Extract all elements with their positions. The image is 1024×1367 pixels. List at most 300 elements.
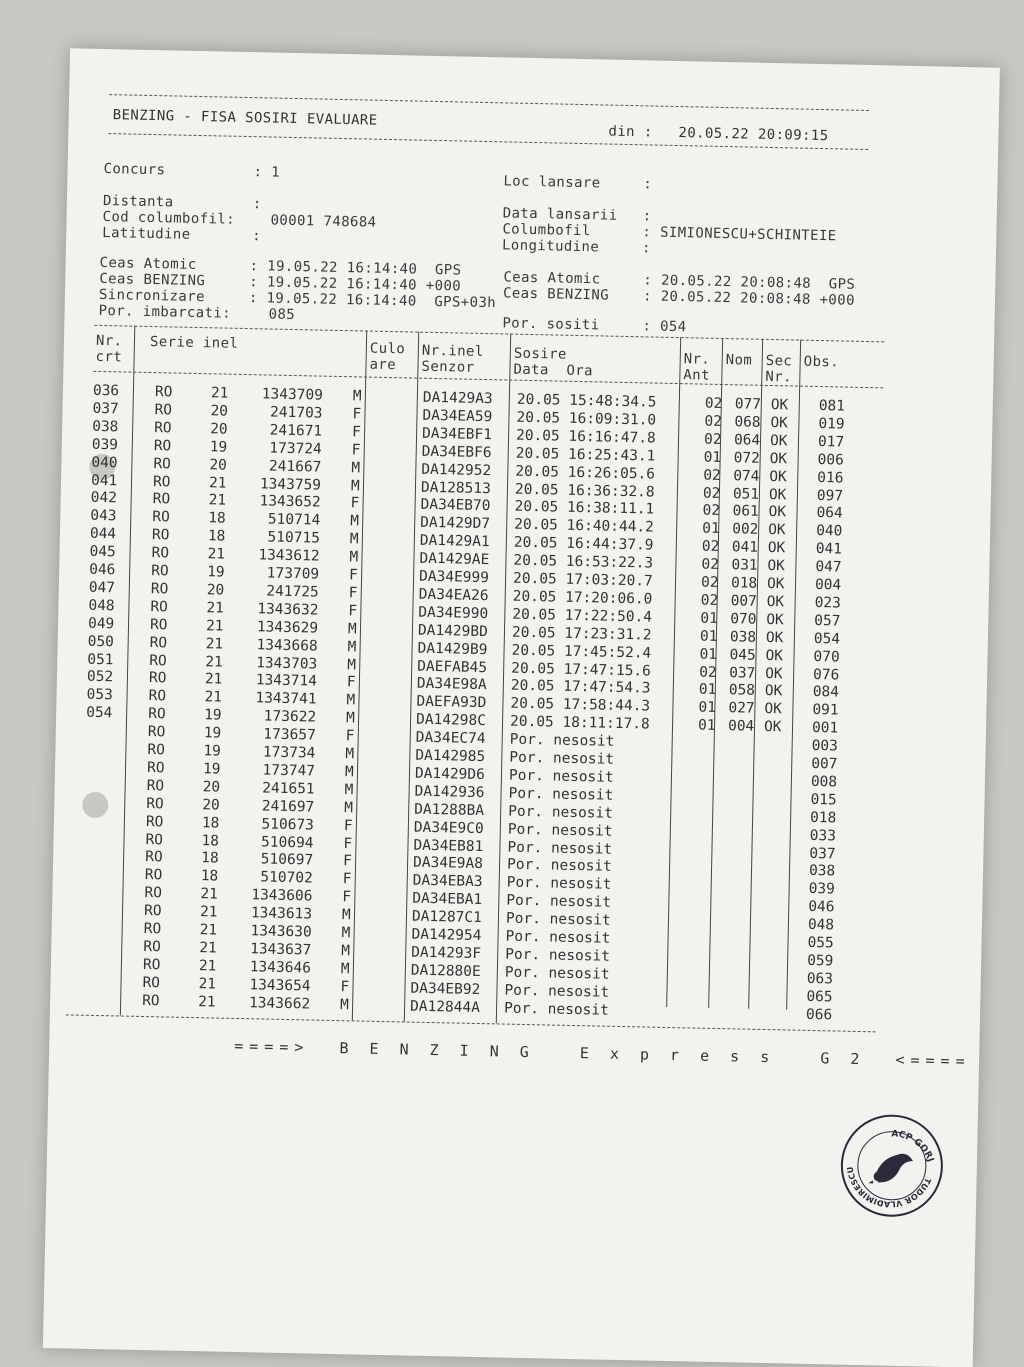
- ring-number: 1343662: [248, 994, 311, 1013]
- info-label: Distanta: [102, 192, 174, 211]
- info-label: Data lansarii: [502, 205, 618, 224]
- nominal-number: 058: [728, 682, 756, 700]
- security-check: OK: [770, 414, 789, 432]
- sensor-id: DAEFAB45: [417, 658, 488, 676]
- security-check: OK: [767, 522, 786, 539]
- arrival-time: 20.05 17:47:54.3: [510, 678, 651, 697]
- sensor-id: DA128513: [420, 479, 491, 497]
- col-nom: Nom: [725, 352, 753, 369]
- row-number: 046: [89, 561, 116, 579]
- observation: 015: [810, 791, 837, 809]
- observation: 054: [813, 630, 841, 648]
- ring-year: 21: [199, 940, 217, 957]
- pigeon-sex: M: [340, 960, 350, 978]
- pigeon-sex: M: [344, 781, 354, 799]
- ring-year: 21: [197, 993, 216, 1011]
- country-code: RO: [142, 992, 160, 1009]
- sensor-id: DA34EA59: [422, 407, 493, 426]
- ring-number: 1343668: [256, 636, 318, 655]
- nominal-number: 045: [729, 646, 756, 664]
- country-code: RO: [146, 777, 165, 795]
- col-crt: crt: [95, 348, 123, 366]
- pigeon-sex: F: [351, 441, 361, 459]
- ring-number: 173747: [262, 762, 316, 780]
- ring-year: 20: [210, 403, 229, 420]
- nominal-number: 077: [734, 396, 762, 413]
- country-code: RO: [143, 920, 162, 938]
- pigeon-sex: F: [342, 853, 353, 870]
- ring-year: 19: [203, 725, 222, 742]
- ring-year: 20: [202, 796, 220, 814]
- ring-number: 1343613: [250, 905, 313, 923]
- nominal-number: 007: [730, 593, 758, 610]
- nominal-number: 072: [733, 449, 761, 467]
- nominal-number: 061: [732, 503, 759, 521]
- pigeon-sex: M: [346, 692, 356, 709]
- ring-number: 1343654: [249, 976, 311, 995]
- sensor-id: DA142952: [421, 461, 492, 479]
- country-code: RO: [147, 724, 166, 741]
- row-number: 040: [91, 454, 118, 471]
- country-code: RO: [153, 437, 172, 455]
- observation: 041: [815, 541, 843, 558]
- header-border-top: [109, 94, 869, 111]
- info-label: Concurs: [103, 160, 166, 179]
- pigeon-sex: M: [352, 388, 362, 405]
- sensor-id: DA34E9C0: [413, 819, 484, 837]
- antenna-number: 02: [704, 395, 723, 412]
- ring-year: 20: [209, 456, 228, 474]
- ring-year: 19: [203, 743, 222, 760]
- antenna-number: 01: [699, 646, 718, 663]
- sensor-id: DA142954: [411, 926, 482, 945]
- clock-value: : 19.05.22 16:14:40 +000: [249, 274, 462, 295]
- security-check: OK: [769, 432, 788, 450]
- ring-number: 241651: [262, 780, 315, 798]
- ring-number: 1343703: [255, 654, 318, 673]
- country-code: RO: [143, 938, 161, 956]
- pigeon-sex: F: [348, 603, 358, 620]
- ring-year: 19: [209, 438, 228, 456]
- antenna-number: 02: [700, 574, 719, 591]
- arrival-time: Por. nesosit: [505, 928, 611, 947]
- info-label: Loc lansare: [503, 173, 601, 192]
- observation: 066: [805, 1006, 833, 1024]
- ring-number: 173734: [262, 744, 316, 762]
- arrival-time: 20.05 16:16:47.8: [515, 427, 656, 447]
- arrival-time: 20.05 17:03:20.7: [512, 570, 653, 590]
- ring-number: 173724: [269, 440, 322, 458]
- pigeon-sex: F: [342, 871, 352, 888]
- observation: 018: [809, 809, 837, 827]
- arrival-time: Por. nesosit: [505, 946, 611, 965]
- row-number: 042: [90, 490, 118, 507]
- sensor-id: DA1429B9: [417, 640, 488, 658]
- pigeon-sex: M: [351, 459, 361, 477]
- ring-number: 510673: [261, 816, 315, 834]
- clock-value: : 20.05.22 20:08:48 +000: [642, 288, 856, 309]
- security-check: OK: [769, 450, 788, 468]
- sensor-id: DA1429A1: [419, 532, 490, 551]
- clock-value: 085: [268, 306, 296, 324]
- arrival-time: 20.05 16:44:37.9: [513, 534, 654, 554]
- country-code: RO: [152, 491, 171, 508]
- sensor-id: DA1429A3: [422, 389, 493, 408]
- observation: 046: [808, 899, 835, 916]
- ring-year: 21: [199, 922, 218, 939]
- ring-year: 18: [200, 868, 219, 885]
- sensor-id: DA34EB70: [420, 497, 491, 515]
- arrival-time: Por. nesosit: [503, 1000, 610, 1019]
- row-number: 041: [90, 472, 118, 489]
- ring-number: 241703: [269, 404, 323, 422]
- ring-number: 173709: [266, 565, 320, 583]
- ring-year: 20: [206, 582, 225, 599]
- country-code: RO: [148, 706, 166, 723]
- observation: 040: [815, 523, 843, 540]
- info-value: :: [252, 228, 262, 245]
- row-number: 045: [89, 543, 116, 561]
- security-check: OK: [768, 486, 787, 503]
- country-code: RO: [143, 903, 162, 920]
- nominal-number: 004: [727, 718, 755, 735]
- sensor-id: DA34E999: [418, 568, 490, 587]
- info-value: 00001 748684: [270, 212, 377, 231]
- ring-number: 1343630: [250, 923, 312, 941]
- arrival-time: Por. nesosit: [506, 856, 613, 876]
- nominal-number: 070: [730, 611, 757, 628]
- sensor-id: DA34E990: [418, 604, 489, 622]
- security-check: OK: [765, 629, 784, 647]
- observation: 004: [814, 576, 842, 594]
- sensor-id: DA12880E: [410, 962, 481, 980]
- info-value: :: [641, 240, 652, 257]
- arrival-time: 20.05 17:47:15.6: [511, 660, 652, 680]
- arrival-time: Por. nesosit: [505, 910, 611, 929]
- observation: 023: [814, 594, 842, 612]
- security-check: OK: [770, 397, 789, 414]
- ring-number: 1343606: [251, 887, 313, 905]
- pigeon-sex: M: [349, 531, 359, 548]
- ring-year: 18: [200, 850, 219, 867]
- ring-number: 1343652: [259, 493, 321, 511]
- observation: 037: [809, 845, 836, 862]
- ring-number: 510715: [267, 529, 321, 547]
- observation: 055: [807, 934, 834, 952]
- nominal-number: 038: [729, 628, 757, 646]
- pigeon-sex: M: [341, 907, 351, 924]
- ring-year: 21: [198, 975, 217, 993]
- observation: 081: [818, 398, 846, 415]
- observation: 047: [815, 559, 842, 576]
- sensor-id: DA1288BA: [414, 801, 485, 819]
- pigeon-sex: M: [347, 656, 357, 673]
- row-number: 050: [87, 633, 115, 650]
- nominal-number: 031: [731, 557, 758, 574]
- ring-number: 241671: [269, 422, 323, 440]
- pigeon-sex: M: [349, 549, 359, 566]
- col-obs: Obs.: [803, 353, 840, 371]
- security-check: OK: [766, 611, 784, 629]
- col-data-ora: Data Ora: [513, 361, 594, 380]
- row-number: 047: [88, 579, 116, 597]
- clock-value: : 20.05.22 20:08:48 GPS: [643, 272, 856, 293]
- arrival-time: 20.05 17:20:06.0: [512, 588, 653, 608]
- antenna-number: 01: [702, 520, 720, 538]
- arrival-time: 20.05 15:48:34.5: [516, 391, 657, 411]
- observation: 039: [808, 881, 836, 898]
- ring-year: 21: [206, 600, 225, 617]
- ring-year: 21: [205, 617, 224, 635]
- ring-year: 18: [201, 832, 220, 850]
- nominal-number: 051: [732, 485, 760, 503]
- row-number: 036: [92, 382, 120, 400]
- antenna-number: 02: [700, 592, 719, 609]
- pigeon-sex: M: [345, 746, 355, 763]
- row-number: 037: [92, 400, 119, 418]
- pigeon-sex: F: [352, 406, 362, 423]
- sensor-id: DA14293F: [411, 944, 482, 962]
- ring-year: 21: [210, 385, 229, 402]
- pigeon-sex: F: [350, 495, 360, 512]
- country-code: RO: [154, 384, 173, 401]
- observation: 003: [811, 738, 839, 755]
- clock-label: Por. sositi: [502, 315, 600, 334]
- security-check: OK: [766, 593, 785, 611]
- col-nrinel: Nr.inel: [421, 342, 484, 360]
- country-code: RO: [152, 509, 170, 526]
- arrival-time: 20.05 16:53:22.3: [513, 552, 654, 572]
- nominal-number: 027: [728, 700, 755, 718]
- arrival-time: Por. nesosit: [509, 749, 615, 768]
- arrival-time: 20.05 17:45:52.4: [511, 642, 652, 662]
- security-check: OK: [768, 504, 787, 521]
- observation: 059: [806, 952, 834, 970]
- ring-year: 21: [208, 492, 227, 510]
- pigeon-icon: [869, 1153, 914, 1184]
- observation: 076: [812, 666, 840, 684]
- arrival-time: 20.05 17:58:44.3: [510, 695, 651, 715]
- row-number: 051: [87, 651, 114, 668]
- nominal-number: 064: [733, 432, 761, 449]
- sensor-id: DA142985: [415, 747, 486, 766]
- arrival-time: 20.05 17:23:31.2: [511, 624, 652, 644]
- arrival-time: Por. nesosit: [509, 731, 615, 750]
- ring-year: 18: [208, 510, 226, 527]
- arrival-time: Por. nesosit: [507, 821, 613, 840]
- sensor-id: DA1429AE: [419, 550, 490, 569]
- country-code: RO: [148, 670, 167, 687]
- col-culo: Culo: [369, 340, 406, 358]
- observation: 033: [809, 827, 837, 845]
- security-check: OK: [765, 647, 784, 664]
- report-date: 20.05.22 20:09:15: [678, 125, 829, 145]
- ring-year: 20: [202, 778, 221, 796]
- antenna-number: 01: [698, 681, 717, 699]
- arrival-time: 20.05 16:09:31.0: [516, 409, 657, 429]
- ring-year: 21: [198, 957, 217, 975]
- sensor-id: DA34EB81: [413, 837, 484, 855]
- country-code: RO: [151, 545, 170, 562]
- pigeon-sex: F: [343, 817, 353, 834]
- sensor-id: DA34EC74: [415, 729, 486, 748]
- clock-label: Por. imbarcati:: [98, 302, 232, 322]
- country-code: RO: [151, 563, 169, 580]
- antenna-number: 02: [703, 467, 721, 484]
- pigeon-sex: M: [341, 925, 351, 942]
- col-nr2: Nr.: [683, 351, 711, 368]
- clock-label: Ceas Atomic: [99, 254, 197, 273]
- observation: 091: [812, 702, 839, 719]
- row-number: 043: [90, 508, 117, 525]
- ring-year: 19: [203, 707, 222, 724]
- clock-value: : 054: [642, 318, 687, 336]
- arrival-time: Por. nesosit: [508, 785, 614, 804]
- ring-number: 241725: [266, 583, 319, 601]
- stamp-text-bottom: TUDOR VLADIMIRESCU: [845, 1166, 933, 1209]
- ring-number: 510702: [260, 869, 313, 887]
- observation: 097: [816, 487, 844, 505]
- arrival-time: Por. nesosit: [506, 892, 612, 911]
- ring-number: 1343714: [255, 672, 318, 690]
- col-nr: Nr.: [95, 332, 123, 350]
- arrival-time: 20.05 16:40:44.2: [514, 516, 655, 536]
- security-check: OK: [766, 575, 785, 593]
- clock-label: Ceas BENZING: [99, 270, 206, 290]
- ring-number: 1343637: [249, 941, 312, 959]
- row-number: 052: [86, 669, 114, 686]
- ring-number: 173657: [263, 726, 316, 744]
- sensor-id: DA1429D7: [420, 514, 491, 533]
- sensor-id: DA34EBA3: [412, 872, 483, 891]
- sensor-id: DA34EBA1: [412, 890, 483, 909]
- antenna-number: 01: [698, 699, 717, 717]
- col-senzor: Senzor: [421, 358, 475, 376]
- pigeon-sex: F: [348, 567, 359, 584]
- pigeon-sex: F: [348, 585, 358, 602]
- observation: 019: [818, 415, 845, 433]
- arrival-time: 20.05 16:26:05.6: [515, 463, 656, 483]
- security-check: OK: [764, 683, 783, 700]
- ring-year: 21: [204, 689, 223, 706]
- ring-year: 21: [208, 474, 227, 492]
- antenna-number: 01: [697, 717, 716, 735]
- pigeon-sex: M: [350, 477, 360, 494]
- col-ant: Ant: [683, 367, 711, 384]
- sensor-id: DA12844A: [409, 998, 481, 1016]
- col-sec: Sec: [765, 352, 793, 370]
- clock-label: Sincronizare: [98, 286, 206, 306]
- security-check: OK: [763, 719, 782, 736]
- pigeon-sex: M: [347, 638, 357, 655]
- stamp-text-top: ACP GORJ: [891, 1129, 936, 1164]
- country-code: RO: [145, 831, 164, 848]
- ring-year: 21: [207, 546, 226, 563]
- sensor-id: DAEFA93D: [416, 693, 487, 712]
- nominal-number: 074: [733, 467, 760, 485]
- info-value: :: [252, 196, 262, 213]
- ring-year: 21: [205, 635, 224, 653]
- nominal-number: 037: [729, 664, 756, 682]
- sensor-id: DA1429BD: [417, 622, 488, 640]
- ring-number: 1343632: [257, 601, 319, 619]
- ring-year: 21: [204, 671, 223, 688]
- ring-number: 1343612: [258, 547, 320, 565]
- security-check: OK: [769, 468, 787, 485]
- sensor-id: DA1429D6: [414, 765, 485, 783]
- country-code: RO: [145, 849, 163, 866]
- sensor-id: DA14298C: [415, 711, 487, 730]
- ring-number: 173622: [263, 708, 317, 726]
- ring-number: 241667: [268, 458, 322, 476]
- ring-number: 1343741: [255, 690, 317, 708]
- observation: 038: [808, 863, 836, 880]
- ring-year: 19: [202, 761, 221, 778]
- clock-value: : 19.05.22 16:14:40 GPS: [249, 258, 462, 279]
- col-are: are: [369, 356, 397, 374]
- antenna-number: 02: [702, 503, 721, 520]
- info-value: : 1: [253, 164, 281, 181]
- country-code: RO: [148, 688, 167, 705]
- country-code: RO: [144, 885, 163, 902]
- club-stamp: [836, 1110, 948, 1222]
- info-value: :: [642, 208, 652, 225]
- ring-number: 510714: [267, 511, 321, 529]
- row-number: 049: [87, 615, 115, 632]
- country-code: RO: [152, 473, 171, 490]
- footer-brand: ====> B E N Z I N G E x p r e s s G 2 <====: [234, 1036, 971, 1071]
- observation: 007: [811, 755, 838, 773]
- arrival-time: Por. nesosit: [508, 803, 614, 822]
- pigeon-sex: M: [350, 513, 360, 530]
- arrival-time: 20.05 16:38:11.1: [514, 499, 655, 518]
- col-serie: Serie inel: [149, 334, 239, 352]
- info-label: Longitudine: [501, 237, 600, 256]
- observation: 008: [810, 773, 838, 791]
- country-code: RO: [150, 580, 169, 598]
- date-label: din :: [608, 123, 653, 141]
- report-title: BENZING - FISA SOSIRI EVALUARE: [112, 107, 378, 129]
- country-code: RO: [151, 527, 170, 544]
- ring-year: 20: [209, 421, 228, 438]
- info-label: Cod columbofil:: [102, 208, 236, 228]
- clock-label: Ceas Atomic: [503, 269, 601, 288]
- country-code: RO: [144, 867, 163, 884]
- antenna-number: 02: [701, 538, 720, 556]
- sensor-id: DA34EBF1: [421, 425, 493, 443]
- row-number: 048: [88, 597, 115, 615]
- row-number: 044: [89, 525, 117, 543]
- country-code: RO: [142, 956, 161, 974]
- arrival-time: 20.05 18:11:17.8: [509, 713, 650, 733]
- info-label: Latitudine: [102, 224, 191, 243]
- ring-year: 21: [199, 904, 218, 921]
- security-check: OK: [764, 665, 783, 682]
- nominal-number: 018: [730, 575, 758, 592]
- pigeon-sex: F: [346, 674, 356, 691]
- antenna-number: 01: [703, 449, 722, 466]
- row-number: 039: [91, 436, 119, 454]
- observation: 017: [817, 433, 845, 451]
- arrival-time: 20.05 16:36:32.8: [514, 481, 655, 501]
- arrival-time: 20.05 17:22:50.4: [512, 606, 653, 626]
- arrival-time: Por. nesosit: [506, 874, 612, 894]
- observation: 006: [817, 451, 845, 469]
- pigeon-sex: M: [347, 620, 357, 638]
- pigeon-sex: M: [344, 764, 354, 781]
- sensor-id: DA142936: [414, 783, 485, 801]
- observation: 084: [812, 684, 840, 701]
